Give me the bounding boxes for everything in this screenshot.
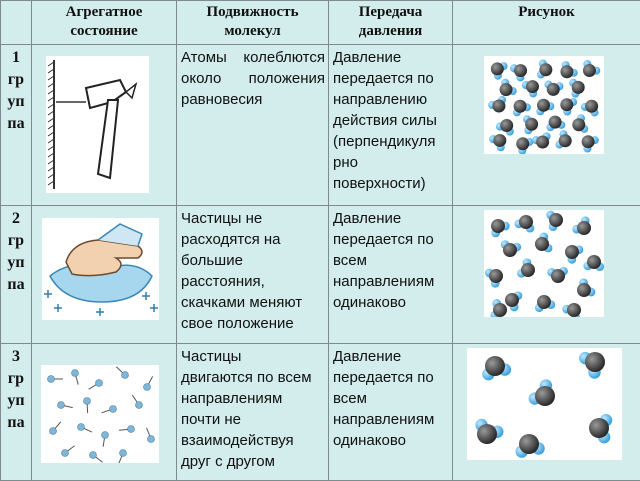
gas-particle <box>96 380 103 387</box>
mobility-text: Атомы колеблются около положения равновесия <box>177 45 329 206</box>
group-label: 2 гр уп па <box>1 206 32 344</box>
water-molecule <box>555 130 571 148</box>
gas-particle <box>120 450 127 457</box>
gas-particle <box>102 432 109 439</box>
pressure-text: Давление передается по направлению действия силы (перпендикуля рно поверхности) <box>329 45 453 206</box>
pressure-text: Давление передается по всем направлениям одинаково <box>329 344 453 481</box>
gas-particle <box>148 436 155 443</box>
state-picture-cell <box>32 344 177 481</box>
group-label: 1 гр уп па <box>1 45 32 206</box>
molecule-picture-cell <box>453 344 640 481</box>
water-molecule <box>522 80 539 97</box>
mobility-text: Частицы не расходятся на большие расстояния, скачками меняют свое положение <box>177 206 329 344</box>
water-molecule <box>572 216 591 235</box>
molecule-picture-cell <box>453 206 640 344</box>
water-molecule <box>572 114 588 133</box>
pressure-text: Давление передается по всем направлениям одинаково <box>329 206 453 344</box>
table-row <box>1 45 640 206</box>
gas-particle <box>110 406 117 413</box>
water-molecule <box>515 215 535 233</box>
gas-particle <box>48 376 55 383</box>
gas-particles-icon <box>41 365 159 463</box>
water-molecule <box>569 79 585 98</box>
solid-lattice-icon <box>484 56 604 154</box>
gas-particle <box>144 384 151 391</box>
table-row <box>1 206 640 344</box>
water-molecule <box>523 115 538 134</box>
gas-particle <box>78 424 85 431</box>
water-molecule <box>500 79 517 96</box>
water-molecule <box>560 61 577 78</box>
header-picture: Рисунок <box>453 1 640 45</box>
header-mobility: Подвижность молекул <box>177 1 329 45</box>
water-molecule <box>537 60 552 79</box>
water-molecule <box>516 137 533 154</box>
liquid-molecules-icon <box>484 210 604 317</box>
water-molecule <box>532 132 551 148</box>
water-molecule <box>560 98 577 115</box>
gas-particle <box>62 450 69 457</box>
gas-particle <box>136 402 143 409</box>
water-molecule <box>490 299 507 317</box>
water-molecule <box>544 81 563 96</box>
state-picture-cell <box>32 45 177 206</box>
header-pressure: Передача давления <box>329 1 453 45</box>
table-row <box>1 344 640 481</box>
gas-molecules-icon <box>467 348 622 460</box>
water-molecule <box>547 267 568 283</box>
water-molecule <box>501 240 521 257</box>
gas-particle <box>90 452 97 459</box>
gas-particle <box>128 426 135 433</box>
water-molecule <box>475 419 503 444</box>
water-molecule <box>513 100 531 117</box>
water-molecule <box>583 60 600 77</box>
water-molecule <box>536 99 554 116</box>
header-group <box>1 1 32 45</box>
hammer-icon <box>46 56 149 193</box>
water-molecule <box>546 116 565 132</box>
water-molecule <box>517 258 535 277</box>
water-molecule <box>489 134 506 151</box>
gas-particle <box>122 372 129 379</box>
mobility-text: Частицы двигаются по всем направлениям почти не взаимодействуя друг с другом <box>177 344 329 481</box>
gas-particle <box>72 370 79 377</box>
water-molecule <box>496 119 514 136</box>
gas-particle <box>58 402 65 409</box>
water-molecule <box>577 278 595 297</box>
water-molecule <box>482 356 511 380</box>
water-molecule <box>535 233 552 253</box>
water-molecule <box>546 211 563 231</box>
header-state: Агрегатное состояние <box>32 1 177 45</box>
water-molecule <box>488 96 506 113</box>
gas-particle <box>84 398 91 405</box>
group-label: 3 гр уп па <box>1 344 32 481</box>
gas-particle <box>50 428 57 435</box>
state-picture-cell <box>32 206 177 344</box>
water-molecule <box>535 295 555 312</box>
water-molecule <box>589 414 612 443</box>
water-molecule <box>485 269 503 288</box>
molecule-picture-cell <box>453 45 640 206</box>
water-molecule <box>582 135 599 152</box>
water-molecule <box>505 291 522 311</box>
water-molecule <box>583 255 604 271</box>
hand-pressing-water-bag-icon <box>42 218 159 320</box>
water-molecule <box>581 100 599 117</box>
water-molecule <box>562 303 581 317</box>
water-molecule <box>579 352 605 379</box>
water-molecule <box>510 64 527 81</box>
water-molecule <box>491 219 510 237</box>
water-molecule <box>491 62 508 80</box>
water-molecule <box>529 379 555 406</box>
water-molecule <box>565 245 583 264</box>
water-molecule <box>516 434 545 458</box>
header-row <box>1 1 640 45</box>
